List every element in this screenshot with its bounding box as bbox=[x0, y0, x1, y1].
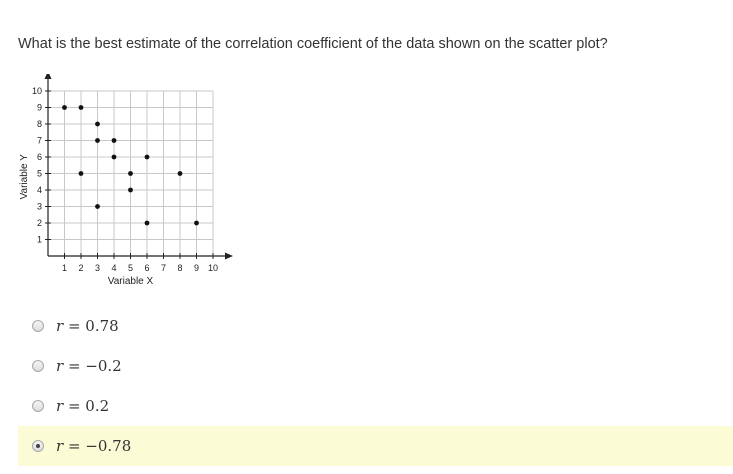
y-tick-label: 6 bbox=[36, 152, 42, 162]
answer-option-label bbox=[56, 357, 122, 375]
option-equals: = bbox=[63, 357, 86, 375]
x-tick-label: 8 bbox=[177, 263, 183, 273]
x-tick-label: 2 bbox=[78, 263, 84, 273]
x-tick-label: 10 bbox=[207, 263, 219, 273]
x-axis-arrow-icon bbox=[225, 253, 233, 260]
data-point bbox=[112, 155, 117, 160]
data-point bbox=[62, 105, 67, 110]
scatter-plot-svg bbox=[18, 74, 238, 294]
plot-axes bbox=[45, 74, 234, 260]
y-axis-arrow-icon bbox=[45, 74, 52, 79]
data-point bbox=[95, 138, 100, 143]
radio-button-icon[interactable] bbox=[32, 400, 44, 412]
answer-option-4[interactable] bbox=[18, 426, 733, 466]
option-value: −0.78 bbox=[85, 437, 132, 455]
data-point bbox=[112, 138, 117, 143]
answer-option-label bbox=[56, 397, 109, 415]
radio-button-icon[interactable] bbox=[32, 320, 44, 332]
x-tick-label: 3 bbox=[94, 263, 101, 273]
y-tick-label: 3 bbox=[36, 201, 42, 212]
data-point bbox=[79, 171, 84, 176]
plot-ticks bbox=[32, 86, 218, 273]
option-equals: = bbox=[63, 437, 86, 455]
radio-button-icon[interactable] bbox=[32, 360, 44, 372]
option-value: −0.2 bbox=[85, 357, 122, 375]
answer-option-label bbox=[56, 437, 131, 455]
scatter-plot bbox=[18, 74, 238, 294]
option-value: 0.2 bbox=[85, 397, 110, 415]
answer-option-2[interactable] bbox=[18, 346, 733, 386]
y-tick-label: 1 bbox=[36, 234, 42, 245]
answer-option-label bbox=[56, 317, 119, 335]
option-variable: r bbox=[56, 397, 64, 415]
data-point bbox=[95, 204, 100, 209]
option-equals: = bbox=[63, 317, 86, 335]
answer-option-3[interactable] bbox=[18, 386, 733, 426]
data-point bbox=[194, 221, 199, 226]
answer-option-1[interactable] bbox=[18, 306, 733, 346]
x-tick-label: 6 bbox=[144, 263, 150, 273]
y-tick-label: 2 bbox=[36, 218, 42, 228]
option-variable: r bbox=[56, 357, 64, 375]
answer-options bbox=[18, 306, 733, 466]
y-tick-label: 8 bbox=[36, 119, 42, 129]
x-axis-title: Variable X bbox=[107, 276, 154, 287]
data-point bbox=[95, 122, 100, 127]
y-tick-label: 7 bbox=[36, 135, 42, 146]
data-point bbox=[128, 188, 133, 193]
x-tick-label: 5 bbox=[127, 263, 134, 273]
option-variable: r bbox=[56, 437, 64, 455]
x-tick-label: 4 bbox=[111, 263, 117, 273]
data-point bbox=[145, 155, 150, 160]
radio-button-icon[interactable] bbox=[32, 440, 44, 452]
y-tick-label: 9 bbox=[36, 102, 42, 113]
option-variable: r bbox=[56, 317, 64, 335]
data-point bbox=[79, 105, 84, 110]
y-tick-label: 4 bbox=[36, 185, 42, 195]
x-tick-label: 7 bbox=[160, 263, 167, 273]
data-point bbox=[145, 221, 150, 226]
option-equals: = bbox=[63, 397, 86, 415]
y-tick-label: 5 bbox=[36, 168, 42, 179]
option-value: 0.78 bbox=[85, 317, 119, 335]
data-point bbox=[128, 171, 133, 176]
x-tick-label: 9 bbox=[193, 263, 200, 273]
x-tick-label: 1 bbox=[61, 263, 68, 273]
data-point bbox=[178, 171, 183, 176]
y-tick-label: 10 bbox=[31, 86, 42, 96]
question-text: What is the best estimate of the correlation coefficient of the data shown on the scatter plot? bbox=[18, 36, 608, 52]
y-axis-title: Variable Y bbox=[19, 154, 30, 200]
